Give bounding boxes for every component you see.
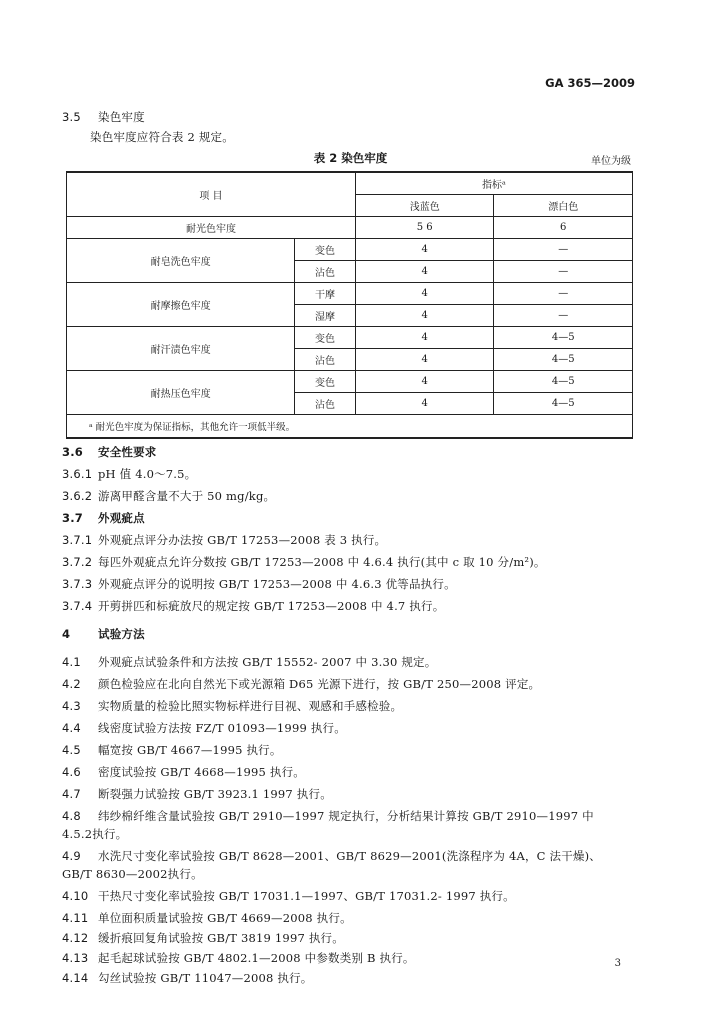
table-header-item: 项 目 — [67, 172, 356, 217]
clause-line — [62, 533, 386, 548]
heading-line — [62, 511, 145, 526]
clause-number: 4.5 — [62, 743, 81, 757]
table-cell-sub: 变色 — [295, 239, 356, 261]
clause-text: 外观疵点 — [98, 511, 145, 525]
table-cell-sub: 变色 — [295, 371, 356, 393]
heading-line — [62, 445, 157, 460]
table-cell: 4 — [355, 239, 494, 261]
clause-number: 4.1 — [62, 655, 81, 669]
clause-number: 3.6.1 — [62, 467, 93, 481]
table-cell-sub: 沾色 — [295, 393, 356, 415]
table-cell: 4—5 — [494, 327, 633, 349]
table-cell: 4—5 — [494, 349, 633, 371]
table-cell: 4—5 — [494, 371, 633, 393]
clause-line-continued — [62, 867, 203, 882]
table-cell-sub: 湿摩 — [295, 305, 356, 327]
clause-text: 线密度试验方法按 FZ/T 01093—1999 执行。 — [98, 721, 346, 735]
clause-text: 单位面积质量试验按 GB/T 4669—2008 执行。 — [98, 911, 352, 925]
clause-line — [62, 489, 275, 504]
table-cell: 6 — [494, 217, 633, 239]
section-title: 染色牢度 — [98, 110, 145, 124]
clause-number: 4.4 — [62, 721, 81, 735]
clause-line — [62, 849, 601, 864]
clause-line — [62, 911, 352, 926]
clause-line — [62, 677, 540, 692]
table-cell: 4 — [355, 371, 494, 393]
clause-text: 外观疵点评分的说明按 GB/T 17253—2008 中 4.6.3 优等品执行。 — [98, 577, 456, 591]
clause-number: 4.13 — [62, 951, 89, 965]
table-footnote: ᵃ 耐光色牢度为保证指标，其他允许一项低半级。 — [67, 415, 633, 439]
clause-number: 3.7.3 — [62, 577, 93, 591]
clause-number: 4.6 — [62, 765, 81, 779]
table-cell-sub: 干摩 — [295, 283, 356, 305]
clause-line — [62, 743, 282, 758]
table-cell: 4 — [355, 393, 494, 415]
clause-line — [62, 555, 546, 570]
clause-text: 实物质量的检验比照实物标样进行目视、观感和手感检验。 — [98, 699, 403, 713]
clause-line — [62, 721, 346, 736]
clause-number: 4.9 — [62, 849, 81, 863]
table-cell: — — [494, 283, 633, 305]
clause-text: 开剪拼匹和标疵放尺的规定按 GB/T 17253—2008 中 4.7 执行。 — [98, 599, 445, 613]
clause-text: 水洗尺寸变化率试验按 GB/T 8628—2001、GB/T 8629—2001(洗涤程序为 4A，C 法干燥)、 — [98, 849, 601, 863]
table-cell-sub: 沾色 — [295, 349, 356, 371]
clause-text: 干热尺寸变化率试验按 GB/T 17031.1—1997、GB/T 17031.2- 1997 执行。 — [98, 889, 515, 903]
section-heading — [62, 110, 145, 125]
clause-text: 幅宽按 GB/T 4667—1995 执行。 — [98, 743, 282, 757]
clause-number: 4.11 — [62, 911, 89, 925]
clause-line — [62, 577, 456, 592]
heading-line — [62, 627, 145, 642]
color-fastness-table — [66, 171, 633, 439]
document-code: GA 365—2009 — [545, 76, 635, 90]
clause-line — [62, 971, 313, 986]
clause-line — [62, 787, 332, 802]
clause-number: 4.10 — [62, 889, 89, 903]
clause-text: pH 值 4.0～7.5。 — [98, 467, 197, 481]
clause-text: 外观疵点评分办法按 GB/T 17253—2008 表 3 执行。 — [98, 533, 387, 547]
clause-number: 4 — [62, 627, 71, 641]
table-cell: 4 — [355, 349, 494, 371]
table-cell: — — [494, 305, 633, 327]
clause-number: 4.7 — [62, 787, 81, 801]
table-header-col2: 漂白色 — [494, 195, 633, 217]
page-number: 3 — [614, 958, 621, 969]
clause-number: 4.8 — [62, 809, 81, 823]
table-cell-item: 耐摩擦色牢度 — [67, 283, 295, 327]
table-cell: 4 — [355, 305, 494, 327]
clause-number: 3.7.1 — [62, 533, 93, 547]
clause-text: 每匹外观疵点允许分数按 GB/T 17253—2008 中 4.6.4 执行(其中 c 取 10 分/m²)。 — [98, 555, 546, 569]
clause-text: 试验方法 — [98, 627, 145, 641]
clause-line — [62, 599, 444, 614]
clause-text: 安全性要求 — [98, 445, 157, 459]
clause-line — [62, 655, 436, 670]
table-header-index: 指标ᵃ — [355, 172, 632, 195]
clause-text: 纬纱棉纤维含量试验按 GB/T 2910—1997 规定执行，分析结果计算按 GB/T 2910—1997 中 — [98, 809, 594, 823]
section-number: 3.5 — [62, 110, 81, 124]
clause-text: 勾丝试验按 GB/T 11047—2008 执行。 — [98, 971, 313, 985]
table-cell: 4 — [355, 327, 494, 349]
clause-text: 缓折痕回复角试验按 GB/T 3819 1997 执行。 — [98, 931, 344, 945]
clause-number: 3.6.2 — [62, 489, 93, 503]
clause-text: 外观疵点试验条件和方法按 GB/T 15552- 2007 中 3.30 规定。 — [98, 655, 437, 669]
clause-line — [62, 931, 344, 946]
table-cell: — — [494, 239, 633, 261]
clause-line — [62, 699, 402, 714]
table-cell-sub: 沾色 — [295, 261, 356, 283]
table-cell-item: 耐光色牢度 — [67, 217, 356, 239]
clause-number: 4.2 — [62, 677, 81, 691]
clause-line — [62, 765, 305, 780]
table-caption: 表 2 染色牢度 — [313, 151, 388, 165]
table-unit: 单位为级 — [591, 156, 631, 167]
table-cell: 5 6 — [355, 217, 494, 239]
clause-line-continued — [62, 827, 127, 842]
table-cell-sub: 变色 — [295, 327, 356, 349]
table-cell: — — [494, 261, 633, 283]
clause-line — [62, 809, 594, 824]
clause-number: 4.3 — [62, 699, 81, 713]
table-cell: 4 — [355, 261, 494, 283]
clause-text: 4.5.2执行。 — [62, 827, 128, 841]
clause-text: GB/T 8630—2002执行。 — [62, 867, 203, 881]
table-row — [67, 371, 633, 393]
clause-number: 3.7.2 — [62, 555, 93, 569]
table-row — [67, 217, 633, 239]
clause-line — [62, 951, 415, 966]
clause-text: 游离甲醛含量不大于 50 mg/kg。 — [98, 489, 276, 503]
table-row — [67, 327, 633, 349]
table-cell-item: 耐热压色牢度 — [67, 371, 295, 415]
clause-text: 起毛起球试验按 GB/T 4802.1—2008 中参数类别 B 执行。 — [98, 951, 415, 965]
table-cell-item: 耐皂洗色牢度 — [67, 239, 295, 283]
clause-number: 3.7 — [62, 511, 83, 525]
table-cell: 4 — [355, 283, 494, 305]
clause-text: 密度试验按 GB/T 4668—1995 执行。 — [98, 765, 305, 779]
clause-text: 颜色检验应在北向自然光下或光源箱 D65 光源下进行，按 GB/T 250—2008 评定。 — [98, 677, 541, 691]
paragraph: 染色牢度应符合表 2 规定。 — [90, 130, 234, 144]
clause-number: 4.14 — [62, 971, 89, 985]
clause-number: 3.7.4 — [62, 599, 93, 613]
table-row — [67, 283, 633, 305]
table-header-col1: 浅蓝色 — [355, 195, 494, 217]
clause-number: 4.12 — [62, 931, 89, 945]
clause-line — [62, 467, 196, 482]
table-cell-item: 耐汗渍色牢度 — [67, 327, 295, 371]
table-row — [67, 239, 633, 261]
clause-number: 3.6 — [62, 445, 83, 459]
clause-line — [62, 889, 515, 904]
clause-text: 断裂强力试验按 GB/T 3923.1 1997 执行。 — [98, 787, 332, 801]
table-cell: 4—5 — [494, 393, 633, 415]
